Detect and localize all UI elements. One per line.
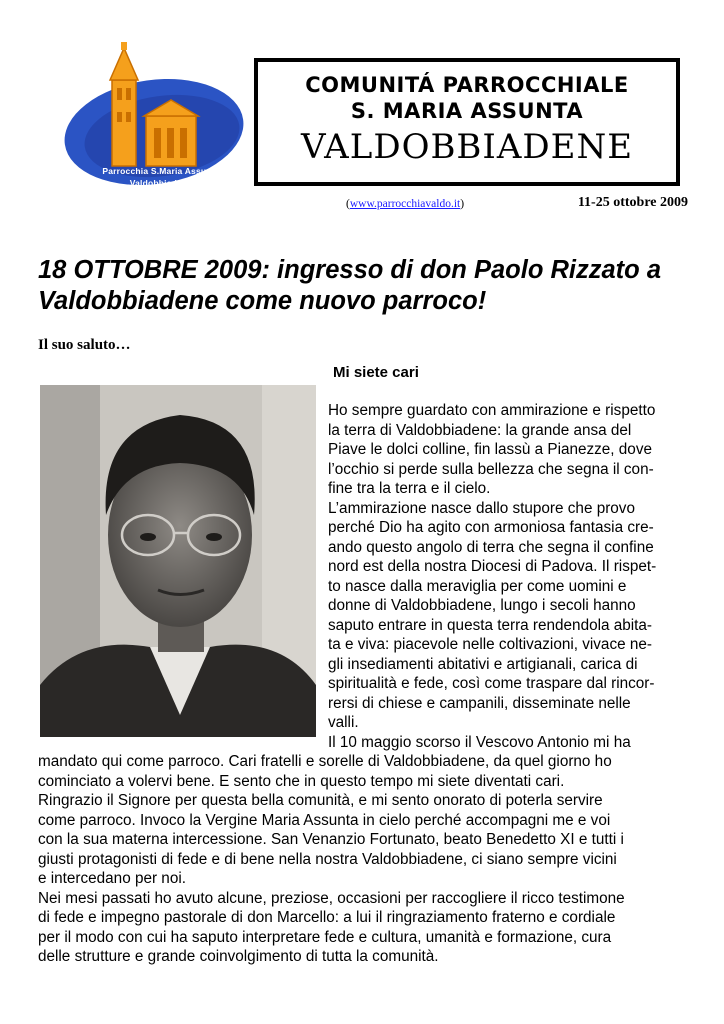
logo-text-parish: Parrocchia S.Maria Assunta bbox=[102, 166, 220, 176]
masthead-parish: S. MARIA ASSUNTA bbox=[350, 99, 584, 123]
church-window-icon bbox=[180, 128, 187, 158]
issue-date: 11-25 ottobre 2009 bbox=[577, 195, 688, 210]
article-body-text: mandato qui come parroco. Cari fratelli e sorelle di Valdobbiadene, da quel giorno ho cominciato a volervi bene. E sento che in questo tempo mi siete diventati cari. Ringrazio il Signore per questa bella comunità, e mi sento onorato di poterla servire come parroco. Invoco la Vergine Maria Assunta in cielo perché accompagni me e voi con la sua materna intercessione. San Venanzio Fortunato, beato Benedetto XI e tutti i giusti protagonisti di fede e di bene nella nostra Valdobbiadene, ci siano sempre vicini e intercedano per noi. Nei mesi passati ho avuto alcune, preziose, occasioni per raccogliere il ricco testimone di fede e impegno pastorale di don Marcello: a lui il ringraziamento fraterno e cordiale per il modo con cui ha saputo interpretare fede e cultura, umanità e formazione, cura delle strutture e grande coinvolgimento di tutta la comunità. bbox=[38, 753, 625, 965]
portrait-image bbox=[40, 385, 316, 737]
tower-window-icon bbox=[117, 88, 122, 100]
article-headline: 18 OTTOBRE 2009: ingresso di don Paolo Rizzato a Valdobbiadene come nuovo parroco! bbox=[38, 256, 661, 315]
parish-logo bbox=[62, 40, 248, 200]
tower-window-icon bbox=[126, 88, 131, 100]
masthead-town: VALDOBBIADENE bbox=[300, 127, 634, 167]
church-window-icon bbox=[154, 128, 161, 158]
article-column-text: Ho sempre guardato con ammirazione e rispetto la terra di Valdobbiadene: la grande ansa del Piave le dolci colline, fin lassù a Pianezze, dove l’occhio si perde sulla bellezza che segna il con- fine tra la terra e il cielo. L’ammirazione nasce dallo stupore che provo perché Dio ha agito con armoniosa fantasia cre- ando questo angolo di terra che segna il confine nord est della nostra Diocesi di Padova. Il rispet- to nasce dalla meraviglia per come uomini e donne di Valdobbiadene, lungo i secoli hanno saputo entrare in questa terra rendendola abita- ta e viva: piacevole nelle coltivazioni, vivace ne- gli insediamenti abitativi e artigianali, carica di spiritualità e fede, così come traspare dal rincor- rersi di chiese e campanili, disseminate nelle valli. Il 10 maggio scorso il Vescovo Antonio mi ha bbox=[328, 402, 657, 751]
portrait-photo bbox=[40, 385, 316, 737]
masthead-box bbox=[254, 58, 680, 186]
website-paren-open: ( bbox=[346, 198, 350, 210]
article-intro: Il suo saluto… bbox=[38, 337, 131, 353]
website-link[interactable]: www.parrocchiavaldo.it bbox=[349, 198, 461, 210]
logo-text-town: Valdobbiadene bbox=[129, 178, 193, 188]
website-paren-close: ) bbox=[460, 198, 465, 210]
website-line bbox=[346, 198, 464, 210]
masthead-community: COMUNITÁ PARROCCHIALE bbox=[305, 73, 629, 97]
church-window-icon bbox=[167, 128, 174, 158]
tower-finial-icon bbox=[121, 42, 127, 50]
tower-spire-icon bbox=[110, 48, 138, 80]
tower-window-icon bbox=[117, 112, 122, 122]
logo-graphic bbox=[62, 40, 248, 200]
article-subtitle: Mi siete cari bbox=[333, 364, 419, 381]
bell-tower-icon bbox=[112, 80, 136, 166]
tower-window-icon bbox=[126, 112, 131, 122]
